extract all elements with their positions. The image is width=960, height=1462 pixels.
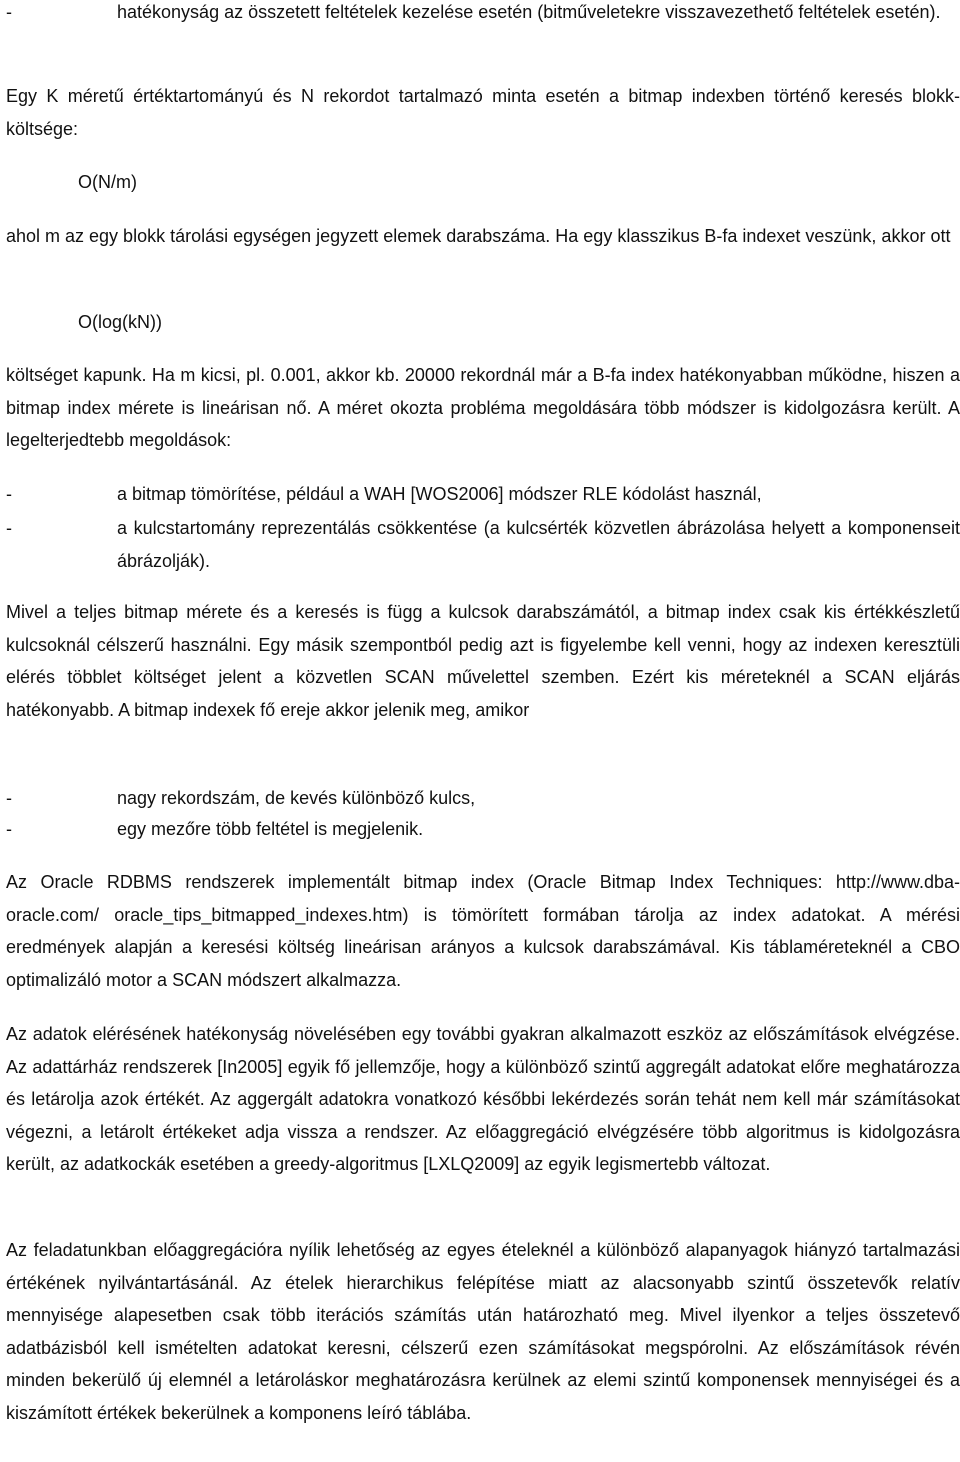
paragraph-cost-result: költséget kapunk. Ha m kicsi, pl. 0.001, akkor kb. 20000 rekordnál már a B-fa index hatékonyabban működne, hiszen a bitmap index mérete is lineárisan nő. A méret okozta probléma megoldására több módszer is kidolgozásra került. A legelterjedtebb megoldások: bbox=[6, 365, 960, 450]
bullet-text: hatékonyság az összetett feltételek kezelése esetén (bitműveletekre visszavezethető feltételek esetén). bbox=[117, 2, 941, 22]
bullet-item-efficiency bbox=[6, 0, 960, 29]
paragraph-task: Az feladatunkban előaggregációra nyílik lehetőség az egyes ételeknél a különböző alapanyagok hiányzó tartalmazási értékének nyilvántartásánál. Az ételek hierarchikus felépítése miatt az alacsonyabb szintű összetevők relatív mennyisége alapesetben csak több iterációs számítás után határozható meg. Mivel ilyenkor a teljes összetevő adatbázisból kell ismételten adatokat keresni, célszerű ezen számításokat megspórolni. Az előszámítások révén minden bekerülő új elemnél a letároláskor meghatározásra kerülnek az elemi szintű komponensek mennyiségei és a kiszámított értékek bekerülnek a komponens leíró táblába. bbox=[6, 1240, 960, 1423]
bullet-text: nagy rekordszám, de kevés különböző kulcs, bbox=[117, 788, 476, 808]
bullet-item-compression bbox=[6, 478, 960, 511]
bullet-item-key-reduction bbox=[6, 512, 960, 577]
bullet-dash: - bbox=[6, 484, 12, 504]
bullet-dash: - bbox=[6, 518, 12, 538]
formula-btree-cost: O(log(kN)) bbox=[78, 312, 162, 332]
bullet-text: a kulcstartomány reprezentálás csökkentése (a kulcsérték közvetlen ábrázolása helyett a komponenseit ábrázolják). bbox=[117, 518, 960, 571]
paragraph-oracle: Az Oracle RDBMS rendszerek implementált bitmap index (Oracle Bitmap Index Techniques: http://www.dba-oracle.com/ oracle_tips_bitmapped_indexes.htm) is tömörített formában tárolja az index adatokat. A mérési eredmények alapján a keresési költség lineárisan arányos a kulcsok darabszámával. Kis táblaméreteknél a CBO optimalizáló motor a SCAN módszert alkalmazza. bbox=[6, 872, 960, 990]
paragraph-cost-intro: Egy K méretű értéktartományú és N rekordot tartalmazó minta esetén a bitmap indexben történő keresés blokk-költsége: bbox=[6, 86, 960, 139]
bullet-dash: - bbox=[6, 788, 12, 808]
paragraph-precompute: Az adatok elérésének hatékonyság növelésében egy további gyakran alkalmazott eszköz az előszámítások elvégzése. Az adattárház rendszerek [In2005] egyik fő jellemzője, hogy a különböző szintű aggregált adatokat előre meghatározza és letárolja azok értékét. Az aggergált adatokra vonatkozó későbbi lekérdezés során tehát nem kell már számításokat végezni, a letárolt értékeket adja vissza a rendszer. Az előaggregáció elvégzésére több algoritmus is kidolgozásra került, az adatkockák esetében a greedy-algoritmus [LXLQ2009] az egyik legismertebb változat. bbox=[6, 1024, 960, 1174]
formula-bitmap-cost: O(N/m) bbox=[78, 172, 137, 192]
bullet-text: egy mezőre több feltétel is megjelenik. bbox=[117, 819, 424, 839]
bullet-dash: - bbox=[6, 819, 12, 839]
bullet-item-many-records bbox=[6, 782, 960, 815]
bullet-text: a bitmap tömörítése, például a WAH [WOS2006] módszer RLE kódolást használ, bbox=[117, 484, 762, 504]
paragraph-btree: ahol m az egy blokk tárolási egységen jegyzett elemek darabszáma. Ha egy klasszikus B-fa indexet veszünk, akkor ott bbox=[6, 226, 951, 246]
paragraph-bitmap-size: Mivel a teljes bitmap mérete és a keresés is függ a kulcsok darabszámától, a bitmap index csak kis értékkészletű kulcsoknál célszerű használni. Egy másik szempontból pedig azt is figyelembe kell venni, hogy az indexen keresztüli elérés többlet költséget jelent a közvetlen SCAN művelettel szemben. Ezért kis méreteknél a SCAN eljárás hatékonyabb. A bitmap indexek fő ereje akkor jelenik meg, amikor bbox=[6, 602, 960, 720]
bullet-dash: - bbox=[6, 2, 12, 22]
bullet-item-multiple-conditions bbox=[6, 813, 960, 846]
